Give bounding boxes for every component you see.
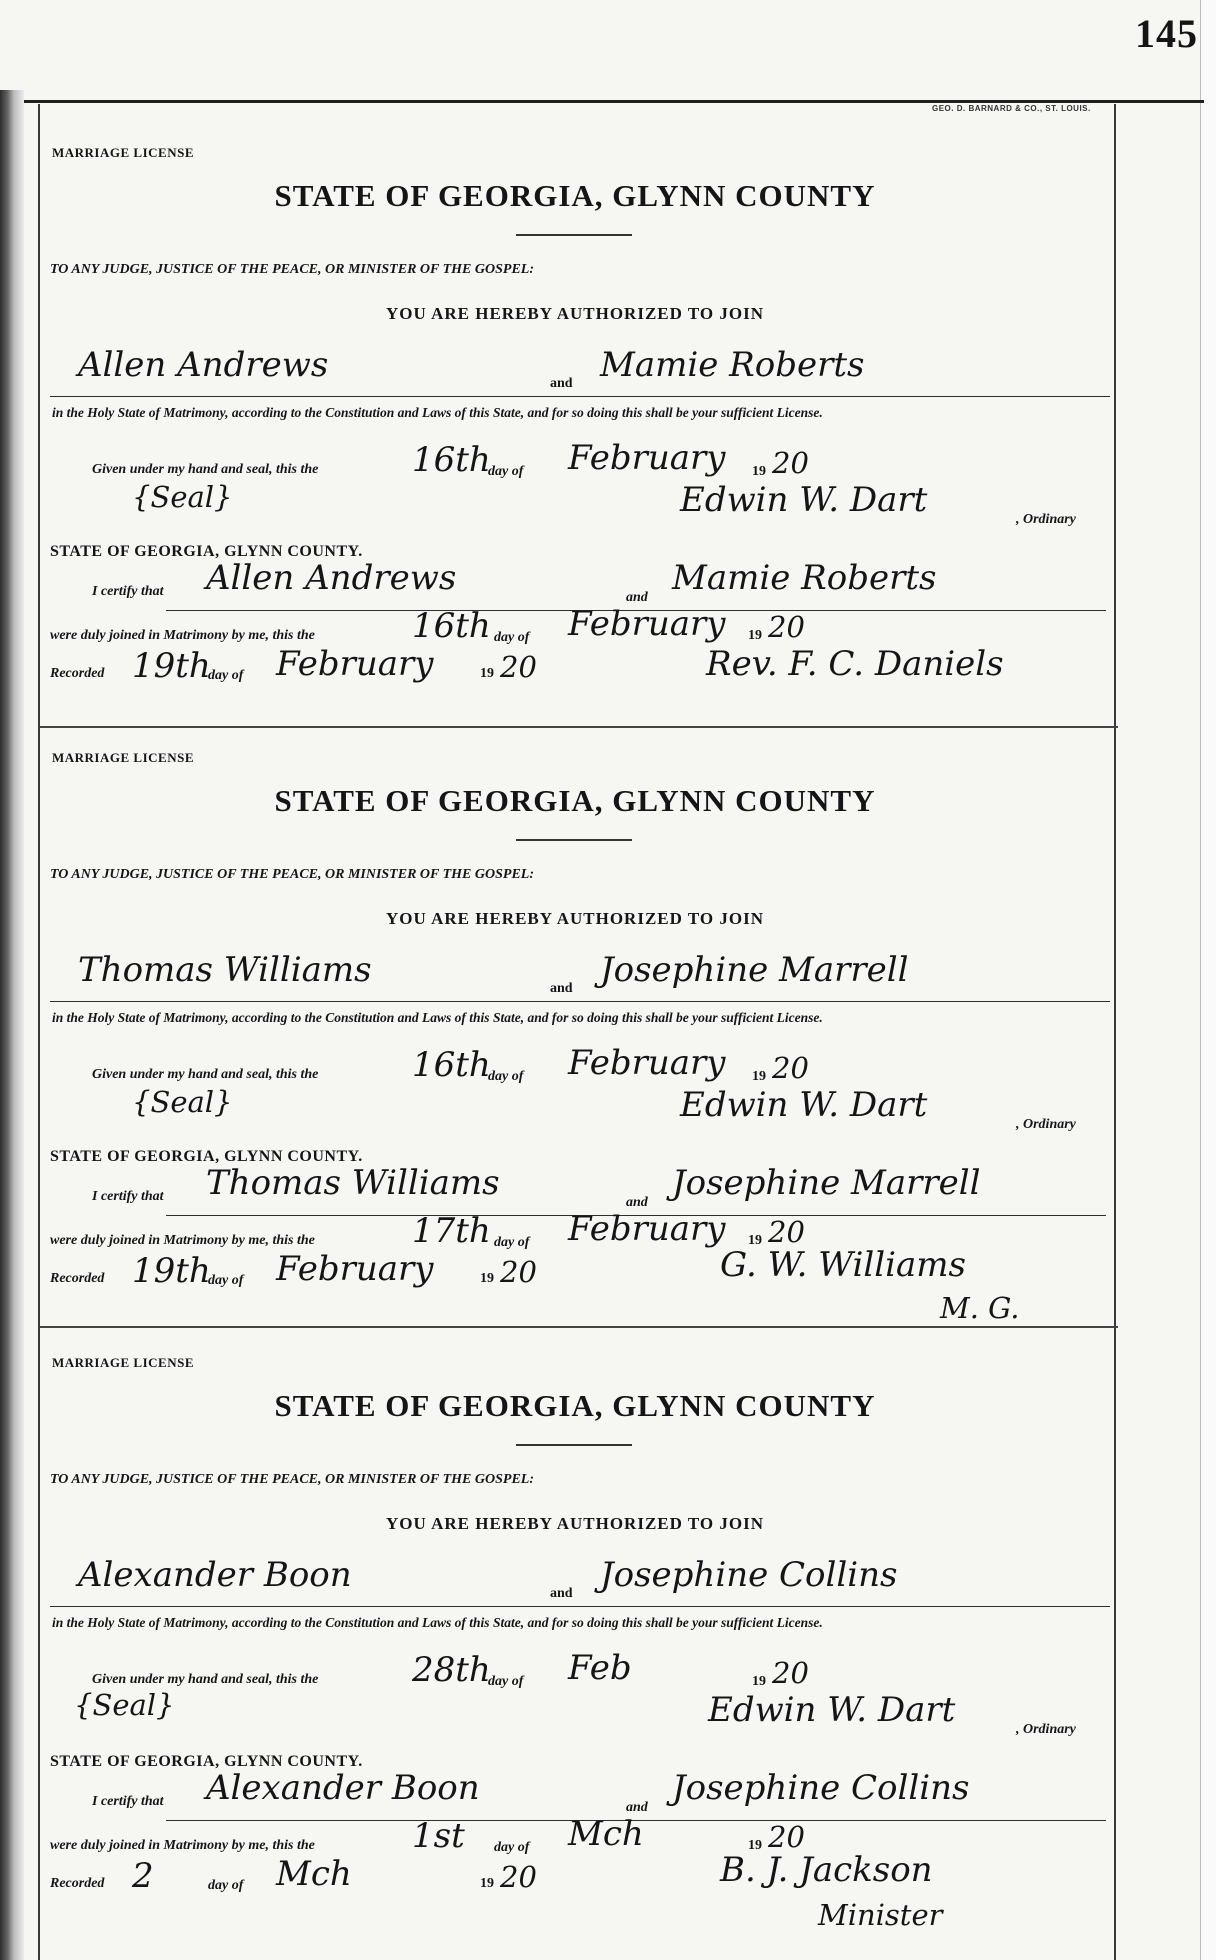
recorded-month: Mch <box>276 1854 352 1894</box>
printer-imprint: GEO. D. BARNARD & CO., ST. LOUIS. <box>932 104 1091 113</box>
title-rule <box>516 839 632 841</box>
duly-joined-label: were duly joined in Matrimony by me, this the <box>50 628 315 643</box>
right-margin-rule <box>1114 104 1116 1960</box>
seal-mark: {Seal} <box>132 480 233 514</box>
married-year: 20 <box>768 610 805 644</box>
recorded-year: 20 <box>500 1255 537 1289</box>
license-title: STATE OF GEORGIA, GLYNN COUNTY <box>274 1388 876 1423</box>
certificate-title: STATE OF GEORGIA, GLYNN COUNTY. <box>50 543 363 560</box>
names-underline <box>50 1606 1110 1607</box>
license-day: 16th <box>412 1045 491 1085</box>
ordinary-signature: Edwin W. Dart <box>680 1085 928 1125</box>
certify-label: I certify that <box>92 584 164 599</box>
recorded-day: 19th <box>132 1251 211 1291</box>
day-of-label: day of <box>208 668 244 683</box>
married-month: February <box>568 604 726 644</box>
given-under-label: Given under my hand and seal, this the <box>92 462 319 477</box>
officiant-title: M. G. <box>940 1291 1020 1325</box>
officiant-signature: G. W. Williams <box>720 1245 966 1285</box>
record-separator <box>40 726 1118 728</box>
seal-mark: {Seal} <box>132 1085 233 1119</box>
title-rule <box>516 1444 632 1446</box>
recorded-day: 2 <box>132 1856 154 1896</box>
certified-bride: Josephine Collins <box>672 1768 970 1808</box>
day-of-label: day of <box>488 1674 524 1689</box>
recorded-year: 20 <box>500 1860 537 1894</box>
year-prefix: 19 <box>752 464 766 479</box>
day-of-label: day of <box>208 1878 244 1893</box>
and-label: and <box>626 590 648 605</box>
day-of-label: day of <box>494 630 530 645</box>
certified-groom: Alexander Boon <box>206 1768 480 1808</box>
year-prefix: 19 <box>752 1069 766 1084</box>
authorized-line: YOU ARE HEREBY AUTHORIZED TO JOIN <box>386 909 764 928</box>
names-underline <box>50 396 1110 397</box>
officiant-signature: B. J. Jackson <box>720 1850 933 1890</box>
duly-joined-label: were duly joined in Matrimony by me, this the <box>50 1838 315 1853</box>
names-underline <box>50 1001 1110 1002</box>
book-binding <box>0 90 24 1960</box>
license-year: 20 <box>772 1656 809 1690</box>
day-of-label: day of <box>494 1840 530 1855</box>
page-edge <box>1200 0 1216 1960</box>
year-prefix: 19 <box>480 1271 494 1286</box>
recorded-label: Recorded <box>50 1876 105 1891</box>
married-day: 1st <box>412 1816 465 1856</box>
bride-name: Josephine Marrell <box>600 950 909 990</box>
year-prefix: 19 <box>748 1838 762 1853</box>
groom-name: Alexander Boon <box>78 1555 352 1595</box>
and-label: and <box>550 1586 573 1601</box>
license-year: 20 <box>772 446 809 480</box>
marriage-license-label: MARRIAGE LICENSE <box>52 1355 194 1370</box>
seal-mark: {Seal} <box>74 1688 175 1722</box>
given-under-label: Given under my hand and seal, this the <box>92 1672 319 1687</box>
married-month: February <box>568 1209 726 1249</box>
year-prefix: 19 <box>748 1233 762 1248</box>
bride-name: Mamie Roberts <box>600 345 865 385</box>
license-record-3 <box>40 1350 1110 1950</box>
license-record-1 <box>40 140 1110 730</box>
married-year: 20 <box>768 1820 805 1854</box>
married-year: 20 <box>768 1215 805 1249</box>
groom-name: Thomas Williams <box>78 950 372 990</box>
license-record-2 <box>40 745 1110 1335</box>
year-prefix: 19 <box>752 1674 766 1689</box>
ordinary-label: , Ordinary <box>1016 512 1076 527</box>
license-month: Feb <box>568 1648 632 1688</box>
recorded-label: Recorded <box>50 666 105 681</box>
marriage-license-label: MARRIAGE LICENSE <box>52 145 194 160</box>
address-line: TO ANY JUDGE, JUSTICE OF THE PEACE, OR MINISTER OF THE GOSPEL: <box>50 867 534 882</box>
certify-label: I certify that <box>92 1189 164 1204</box>
certified-bride: Josephine Marrell <box>672 1163 981 1203</box>
license-month: February <box>568 1043 726 1083</box>
day-of-label: day of <box>488 464 524 479</box>
duly-joined-label: were duly joined in Matrimony by me, this the <box>50 1233 315 1248</box>
recorded-year: 20 <box>500 650 537 684</box>
authorized-line: YOU ARE HEREBY AUTHORIZED TO JOIN <box>386 1514 764 1533</box>
license-day: 28th <box>412 1650 491 1690</box>
given-under-label: Given under my hand and seal, this the <box>92 1067 319 1082</box>
license-month: February <box>568 438 726 478</box>
married-month: Mch <box>568 1814 644 1854</box>
license-year: 20 <box>772 1051 809 1085</box>
year-prefix: 19 <box>480 1876 494 1891</box>
matrimony-clause: in the Holy State of Matrimony, according to the Constitution and Laws of this State, and for so doing this shall be your sufficient License. <box>52 405 823 420</box>
authorized-line: YOU ARE HEREBY AUTHORIZED TO JOIN <box>386 304 764 323</box>
matrimony-clause: in the Holy State of Matrimony, according to the Constitution and Laws of this State, and for so doing this shall be your sufficient License. <box>52 1615 823 1630</box>
ordinary-signature: Edwin W. Dart <box>680 480 928 520</box>
license-day: 16th <box>412 440 491 480</box>
record-separator <box>40 1326 1118 1328</box>
certified-groom: Allen Andrews <box>206 558 457 598</box>
year-prefix: 19 <box>748 628 762 643</box>
officiant-title: Minister <box>818 1898 943 1932</box>
license-title: STATE OF GEORGIA, GLYNN COUNTY <box>274 783 876 818</box>
address-line: TO ANY JUDGE, JUSTICE OF THE PEACE, OR MINISTER OF THE GOSPEL: <box>50 262 534 277</box>
certificate-title: STATE OF GEORGIA, GLYNN COUNTY. <box>50 1753 363 1770</box>
ordinary-signature: Edwin W. Dart <box>708 1690 956 1730</box>
certified-groom: Thomas Williams <box>206 1163 500 1203</box>
recorded-month: February <box>276 644 434 684</box>
day-of-label: day of <box>208 1273 244 1288</box>
certify-label: I certify that <box>92 1794 164 1809</box>
matrimony-clause: in the Holy State of Matrimony, according to the Constitution and Laws of this State, and for so doing this shall be your sufficient License. <box>52 1010 823 1025</box>
bride-name: Josephine Collins <box>600 1555 898 1595</box>
certificate-title: STATE OF GEORGIA, GLYNN COUNTY. <box>50 1148 363 1165</box>
married-day: 17th <box>412 1211 491 1251</box>
married-day: 16th <box>412 606 491 646</box>
day-of-label: day of <box>488 1069 524 1084</box>
year-prefix: 19 <box>480 666 494 681</box>
title-rule <box>516 234 632 236</box>
recorded-month: February <box>276 1249 434 1289</box>
and-label: and <box>626 1195 648 1210</box>
recorded-day: 19th <box>132 646 211 686</box>
address-line: TO ANY JUDGE, JUSTICE OF THE PEACE, OR MINISTER OF THE GOSPEL: <box>50 1472 534 1487</box>
ordinary-label: , Ordinary <box>1016 1722 1076 1737</box>
ordinary-label: , Ordinary <box>1016 1117 1076 1132</box>
certified-bride: Mamie Roberts <box>672 558 937 598</box>
page-number: 145 <box>1135 11 1198 56</box>
officiant-signature: Rev. F. C. Daniels <box>706 644 1004 684</box>
day-of-label: day of <box>494 1235 530 1250</box>
marriage-license-label: MARRIAGE LICENSE <box>52 750 194 765</box>
license-title: STATE OF GEORGIA, GLYNN COUNTY <box>274 178 876 213</box>
and-label: and <box>550 981 573 996</box>
recorded-label: Recorded <box>50 1271 105 1286</box>
groom-name: Allen Andrews <box>78 345 329 385</box>
and-label: and <box>550 376 573 391</box>
and-label: and <box>626 1800 648 1815</box>
header-rule <box>24 100 1204 103</box>
